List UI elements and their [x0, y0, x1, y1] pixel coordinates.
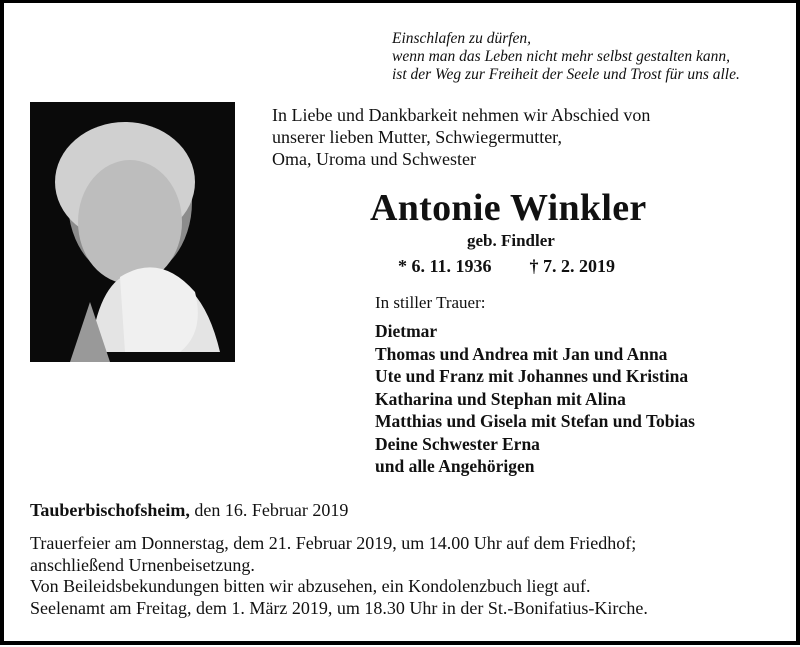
birth-name: geb. Findler: [467, 231, 555, 250]
mourning-label: In stiller Trauer:: [375, 293, 486, 312]
portrait-photo: [30, 102, 235, 362]
death-date: † 7. 2. 2019: [529, 256, 616, 276]
note-line: anschließend Urnenbeisetzung.: [30, 554, 255, 575]
mourner: und alle Angehörigen: [375, 456, 535, 476]
mourner: Ute und Franz mit Johannes und Kristina: [375, 366, 689, 386]
intro-text: [272, 104, 650, 170]
birth-date: * 6. 11. 1936: [398, 256, 492, 276]
motto-line: ist der Weg zur Freiheit der Seele und Trost für uns alle.: [392, 66, 740, 83]
mourner: Dietmar: [375, 321, 438, 341]
note-line: Von Beileidsbekundungen bitten wir abzusehen, ein Kondolenzbuch liegt auf.: [30, 576, 591, 596]
mourner: Thomas und Andrea mit Jan und Anna: [375, 343, 668, 364]
motto-line: Einschlafen zu dürfen,: [392, 30, 532, 47]
motto-line: wenn man das Leben nicht mehr selbst gestalten kann,: [392, 48, 730, 65]
intro-line: In Liebe und Dankbarkeit nehmen wir Abschied von: [272, 105, 651, 125]
place-date: [30, 500, 348, 521]
intro-line: Oma, Uroma und Schwester: [272, 149, 476, 169]
mourner: Matthias und Gisela mit Stefan und Tobias: [375, 411, 695, 431]
note-line: Seelenamt am Freitag, dem 1. März 2019, um 18.30 Uhr in der St.-Bonifatius-Kirche.: [30, 597, 648, 618]
deceased-name: Antonie Winkler: [370, 187, 647, 229]
mourners-list: [375, 320, 695, 478]
life-dates: [398, 256, 615, 277]
mourner: Katharina und Stephan mit Alina: [375, 388, 626, 409]
note-line: Trauerfeier am Donnerstag, dem 21. Februar 2019, um 14.00 Uhr auf dem Friedhof;: [30, 533, 637, 553]
motto-poem: [392, 30, 740, 84]
city: Tauberbischofsheim,: [30, 500, 190, 520]
mourner: Deine Schwester Erna: [375, 433, 540, 454]
date: den 16. Februar 2019: [189, 500, 349, 520]
intro-line: unserer lieben Mutter, Schwiegermutter,: [272, 127, 562, 147]
funeral-notes: [30, 533, 648, 619]
